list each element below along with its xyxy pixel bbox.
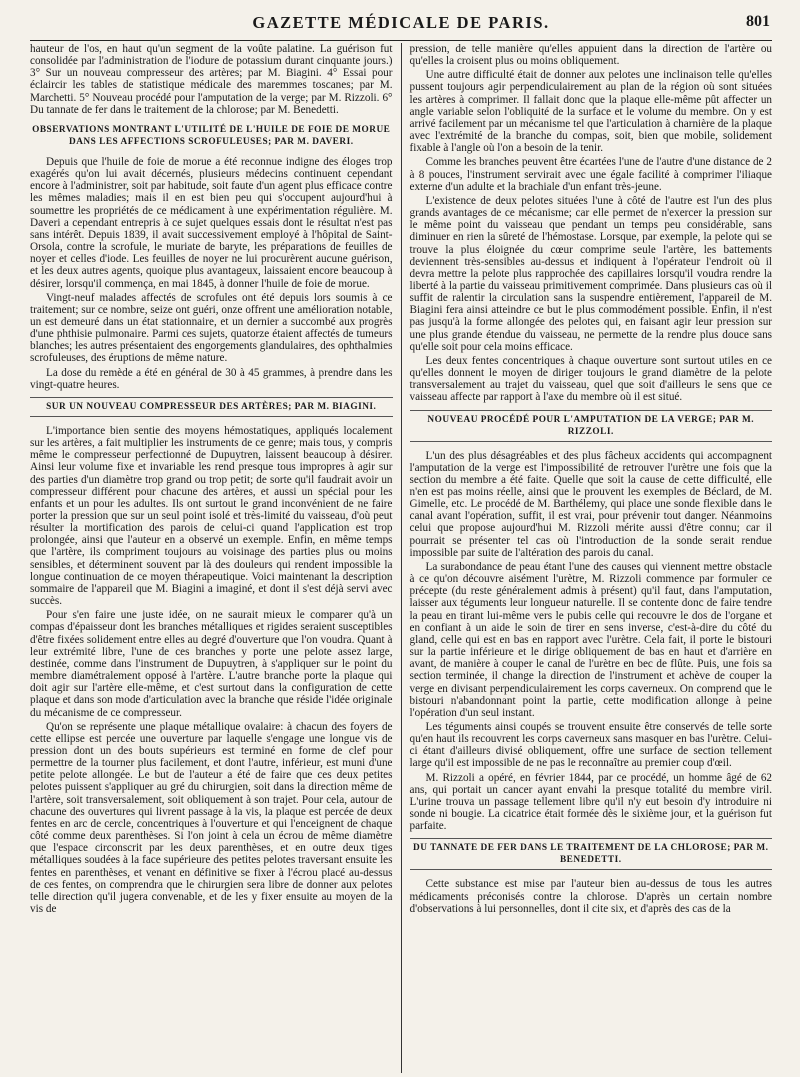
section-heading-benedetti: DU TANNATE DE FER DANS LE TRAITEMENT DE LA CHLOROSE; PAR M. BENEDETTI. <box>410 838 773 870</box>
paragraph: Une autre difficulté était de donner aux pelotes une inclinaison telle qu'elles pussent toujours agir perpendiculairement au plan de la région où sont situées les artères à comprimer. Il fallait donc que la plaque elle-même pût affecter un angle variable selon l'obliquité de la surface et le volume du membre. On y est arrivé facilement par un mécanisme tel que l'articulation à charnière de la plaque avec l'extrémité de la branche du compas, soit, bien que mobile, solidement fixable à l'angle où l'on a besoin de la tenir. <box>409 69 773 155</box>
paragraph: L'un des plus désagréables et des plus fâcheux accidents qui accompagnent l'amputation de la verge est l'impossibilité de retrouver l'urètre une fois que la section du membre a été faite. Quelle que soit la cause de cette difficulté, elle n'en est pas moins réelle, ainsi que le prouvent les exemples de Béclard, de M. Gimelle, etc. Le procédé de M. Barthélemy, qui place une sonde flexible dans le canal avant l'opération, suffit, il est vrai, pour prévenir tout danger. Néanmoins celui que propose aujourd'hui M. Rizzoli mérite aussi d'être connu; car il pourrait se présenter tel cas où l'introduction de la sonde serait rendue impossible par suite de l'altération des parois du canal. <box>409 449 773 559</box>
paragraph: L'existence de deux pelotes situées l'une à côté de l'autre est l'un des plus grands avantages de ce mécanisme; car elle permet de n'exercer la pression sur le même point du vaisseau que pendant un temps peu considérable, sans diminuer en rien la sûreté de l'hémostase. Lorsque, par exemple, la pelote qui se trouve la plus éloignée du cœur comprime seule l'artère, les battements deviennent très-sensibles au-dessus et indiquent à l'opérateur l'endroit où il devra mettre la pelote plus rapprochée des capillaires lorsqu'il voudra rendre la liberté à la partie du vaisseau primitivement comprimée. Dans plusieurs cas où il suffit de ralentir la circulation sans la suspendre entièrement, l'appareil de M. Biagini fera ainsi atteindre ce but le plus commodément possible. Enfin, il n'est pas jusqu'à la forme allongée des pelotes qui, en faisant agir leur pression sur une plus grande étendue du vaisseau, ne permette de la rendre plus douce sans qu'elle soit pour cela moins efficace. <box>409 194 773 353</box>
paragraph: Comme les branches peuvent être écartées l'une de l'autre d'une distance de 2 à 8 pouces, l'instrument servirait avec une égale facilité à comprimer l'iliaque externe d'un adulte et la brachiale d'un enfant très-jeune. <box>409 156 773 193</box>
page-header <box>30 0 772 41</box>
paragraph: Pour s'en faire une juste idée, on ne saurait mieux le comparer qu'à un compas d'épaisseur dont les branches métalliques et rigides seraient susceptibles d'être fixées solidement entre elles au degré d'ouverture que l'on voudra. Quant à leur extrémité libre, l'une de ces branches y porte une pelote assez large, destinée, comme dans l'instrument de Dupuytren, à s'appliquer sur le point du membre diamétralement opposé à l'artère. L'autre branche porte la plaque qui doit agir sur l'artère elle-même, et c'est surtout dans la configuration de cette plaque et dans son mode d'articulation avec la branche que réside l'idée originale du mécanisme de ce compresseur. <box>30 609 393 719</box>
paragraph: pression, de telle manière qu'elles appuient dans la direction de l'artère ou qu'elles la croisent plus ou moins obliquement. <box>409 43 773 68</box>
paragraph: M. Rizzoli a opéré, en février 1844, par ce procédé, un homme âgé de 62 ans, qui portait un cancer ayant envahi la presque totalité du membre viril. L'urine trouva un passage tellement libre qu'il n'y eut besoin d'y introduire ni sonde ni bougie. La cicatrice était formée dès le sixième jour, et la guérison fut parfaite. <box>409 771 773 833</box>
page-number: 801 <box>746 13 770 30</box>
section-heading-daveri: OBSERVATIONS MONTRANT L'UTILITÉ DE L'HUILE DE FOIE DE MORUE DANS LES AFFECTIONS SCROFULEUSES; PAR M. DAVERI. <box>32 124 391 147</box>
paragraph: Qu'on se représente une plaque métallique ovalaire: à chacun des foyers de cette ellipse est percée une ouverture par laquelle s'engage une longue vis de pression dont un des bouts supérieurs est terminé en forme de clef pour permettre de la tourner plus facilement, et dont l'autre, inférieur, est muni d'une petite pelote allongée. Le but de l'auteur a été de faire que ces deux petites pelotes puissent s'appliquer au gré du chirurgien, soit dans la direction même de l'artère, soit transversalement, soit obliquement à son trajet. Pour cela, autour de chacune des ouvertures qui livrent passage à la vis, la plaque est percée de deux fentes en arc de cercle, concentriques à l'ouverture et qui l'enceignent de chaque côté comme deux parenthèses. Si l'on joint à cela un écrou de même diamètre que l'espace circonscrit par les deux parenthèses, et en outre deux tiges métalliques soudées à la face supérieure des petites pelotes traversant ensuite les fentes en parenthèses, et venant en définitive se fixer à l'écrou placé au-dessus de ces fentes, on comprendra que le chirurgien sera libre de donner aux pelotes telle direction qu'il jugera convenable, et de les y fixer ensuite au moyen de la vis de <box>30 720 393 915</box>
text-columns <box>30 43 772 1073</box>
paragraph: La dose du remède a été en général de 30 à 45 grammes, à prendre dans les vingt-quatre heures. <box>30 366 393 391</box>
paragraph: La surabondance de peau étant l'une des causes qui viennent mettre obstacle à ce qu'on découvre aisément l'urètre, M. Rizzoli commence par formuler ce précepte (du reste généralement admis à présent) qu'il faut, dans l'amputation, laisser aux téguments leur longueur naturelle. Il se contente donc de faire tendre la peau en tirant lui-même vers le pubis celle qui recouvre le dos de l'organe et en confiant à un aide le soin de tirer en sens inverse, c'est-à-dire du côté du gland, celle qui est en bas en rapport avec l'urètre. Cela fait, il porte le bistouri sur la partie inférieure et le dirige obliquement de bas en haut et d'arrière en avant, de manière à couper le canal de l'urètre en bec de flûte. Puis, une fois sa section terminée, il change la direction de l'instrument et achève de couper la verge en divisant perpendiculairement les corps caverneux. On comprend que le bistouri n'abandonnant point la partie, cette modification allonge à peine l'opération d'un seul instant. <box>409 560 773 719</box>
section-heading-biagini: SUR UN NOUVEAU COMPRESSEUR DES ARTÈRES; PAR M. BIAGINI. <box>30 397 393 417</box>
left-column <box>30 43 401 1073</box>
paragraph: Cette substance est mise par l'auteur bien au-dessus de tous les autres médicaments préconisés contre la chlorose. D'après un certain nombre d'observations à lui personnelles, dont il cite six, et d'après des cas de la <box>409 878 773 915</box>
paragraph: L'importance bien sentie des moyens hémostatiques, appliqués localement sur les artères, a fait multiplier les instruments de ce genre; mais tous, y compris même le compresseur perfectionné de Dupuytren, laissent beaucoup à désirer. Ainsi leur volume fixe et invariable les rend presque tous impropres à agir sur des parties d'un diamètre trop grand ou trop petit; de sorte qu'il faudrait avoir un compresseur différent pour chacune des artères, et aussi un spécial pour les enfants et un pour les adultes. Ils ont surtout le grand inconvénient de ne faire porter la pression que sur un seul point isolé et très-limité du vaisseau, d'où peut résulter la mortification des parois de celui-ci quand l'application est trop prolongée, ainsi que l'auteur en a observé un exemple. Enfin, en même temps que l'artère, ils compriment toujours au voisinage des parties plus ou moins sensibles, et déterminent souvent par là des douleurs qui rendent impossible la longue continuation de ce moyen thérapeutique. Voici maintenant la description sommaire de l'appareil que M. Biagini a imaginé, et dont il s'est déjà servi avec succès. <box>30 424 393 608</box>
right-column <box>402 43 773 1073</box>
section-heading-rizzoli: NOUVEAU PROCÉDÉ POUR L'AMPUTATION DE LA VERGE; PAR M. RIZZOLI. <box>410 410 773 442</box>
journal-title: GAZETTE MÉDICALE DE PARIS. <box>252 13 550 32</box>
paragraph: hauteur de l'os, en haut qu'un segment de la voûte palatine. La guérison fut consolidée par l'administration de l'iodure de potassium durant cinquante jours.) 3° Sur un nouveau compresseur des artères; par M. Biagini. 4° Essai pour éclaircir les tables de statistique médicale des maremmes toscanes; par M. Marchetti. 5° Nouveau procédé pour l'amputation de la verge; par M. Rizzoli. 6° Du tannate de fer dans le traitement de la chlorose; par M. Benedetti. <box>30 43 393 116</box>
paragraph: Les deux fentes concentriques à chaque ouverture sont surtout utiles en ce qu'elles donnent le moyen de diriger toujours le grand diamètre de la pelote transversalement au trajet du vaisseau, quel que soit d'ailleurs le sens que ce vaisseau affecte par rapport à l'axe du membre où il est situé. <box>409 354 773 404</box>
paragraph: Vingt-neuf malades affectés de scrofules ont été depuis lors soumis à ce traitement; sur ce nombre, seize ont guéri, onze offrent une amélioration notable, un est demeuré dans un état stationnaire, et un dernier a succombé aux progrès d'une phthisie pulmonaire. Parmi ces sujets, quatorze étaient affectés de tumeurs blanches; les autres présentaient des engorgements glandulaires, des ophthalmies scrofuleuses, des éruptions de même nature. <box>30 291 393 365</box>
paragraph: Les téguments ainsi coupés se trouvent ensuite être conservés de telle sorte qu'en haut ils recouvrent les corps caverneux sans masquer en bas l'urètre. Celui-ci étant d'ailleurs divisé obliquement, offre une surface de section tellement large qu'il est impossible de ne pas le reconnaître au premier coup d'œil. <box>409 720 773 770</box>
paragraph: Depuis que l'huile de foie de morue a été reconnue indigne des éloges trop exagérés qu'on lui avait décernés, plusieurs médecins continuent cependant encore à l'administrer, soit par habitude, soit faute d'un agent plus efficace contre les mêmes maladies; mais il en est bien peu qui s'occupent aujourd'hui à soumettre les propriétés de ce médicament à une expérimentation régulière. M. Daveri a cependant entrepris à ce sujet quelques essais dont le résultat n'est pas sans intérêt. Depuis 1839, il avait successivement employé à l'hôpital de Saint-Orsola, contre la scrofule, le muriate de baryte, les préparations de feuilles de noyer et celles d'iode. Les feuilles de noyer ne lui procurèrent aucune guérison, et les deux autres agents, quoique plus avantageux, laissaient encore beaucoup à désirer, lorsqu'il commença, en mai 1845, à donner l'huile de foie de morue. <box>30 155 393 290</box>
